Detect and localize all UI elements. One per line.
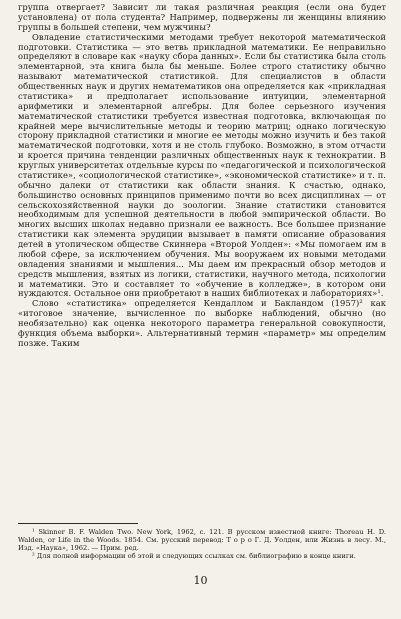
paragraph-continuation: группа отвергает? Зависит ли такая различная реакция (если она будет установлена) от пола студента? Например, подвержены ли женщины влиянию группы в большей степени, чем мужчины? [18, 2, 386, 32]
paragraph-statistics-definition: Слово «статистика» определяется Кендаллом и Бакландом (1957)² как «итоговое значение, вычисленное по выборке наблюдений, обычно (но необязательно) как оценка некоторого параметра генеральной совокупности, функция объема выборки». Альтернативный термин «параметр» мы определим позже. Таким [18, 298, 386, 348]
footnote-divider [18, 523, 138, 524]
footnote-2: ² Для полной информации об этой и следующих ссылках см. библиографию в конце книги. [32, 552, 356, 560]
body-text [18, 3, 386, 349]
page-number: 10 [193, 574, 208, 587]
footnote-1: ¹ Skinner B. F. Walden Two. New York, 1962, с. 121. В русском известной книге: Thoreau H. D. Walden, or Life in the Woods. 1854. См. русский перевод: Т о р о Г. Д. Уолден, или Жизнь в лесу. М., Изд. «Наука», 1962. — Прим. ред. [18, 528, 386, 552]
footnotes [18, 528, 386, 560]
paragraph-statistics-methods: Овладение статистическими методами требует некоторой математической подготовки. Статистика — это ветвь прикладной математики. Ее неправильно определяют в словаре как «науку сбора данных». Если бы статистика была столь элементарной, эта книга была бы меньше. Более строго статистику обычно называют математической статистикой. Для специалистов в области общественных наук и других нематематиков она определяется как «прикладная статистика» и предполагает использование интуиции, элементарной арифметики и элементарной алгебры. Для более серьезного изучения математической статистики требуется известная подготовка, включающая по крайней мере вычислительные методы и теорию матриц; однако логическую сторону прикладной статистики и многие ее методы можно изучить и без такой математической подготовки, хотя и не столь глубоко. Возможно, в этом отчасти и кроется причина тенденции различных общественных наук к технократии. В круглых университетах отдельные курсы по «педагогической и психологической статистике», «социологической статистике», «экономической статистике» и т. п. обычно далеки от статистики как области знания. К счастью, однако, большинство основных принципов применимо почти во всех дисциплинах — от сельскохозяйственной науки до зоологии. Знание статистики становится необходимым для успешной деятельности в любой эмпирической области. Во многих высших школах недавно признали ее важность. Все большее признание статистики как элемента эрудиции вызывает в памяти описание образования детей в утопическом обществе Скиннера «Второй Уолден»: «Мы помогаем им в любой сфере, за исключением обучения. Мы вооружаем их новыми методами овладения знаниями и мышления... Мы даем им прекрасный обзор методов и средств мышления, взятых из логики, статистики, научного метода, психологии и математики. Это и составляет то «обучение в колледже», в котором они нуждаются. Остальное они приобретают в наших библиотеках и лабораториях»¹. [18, 31, 386, 299]
